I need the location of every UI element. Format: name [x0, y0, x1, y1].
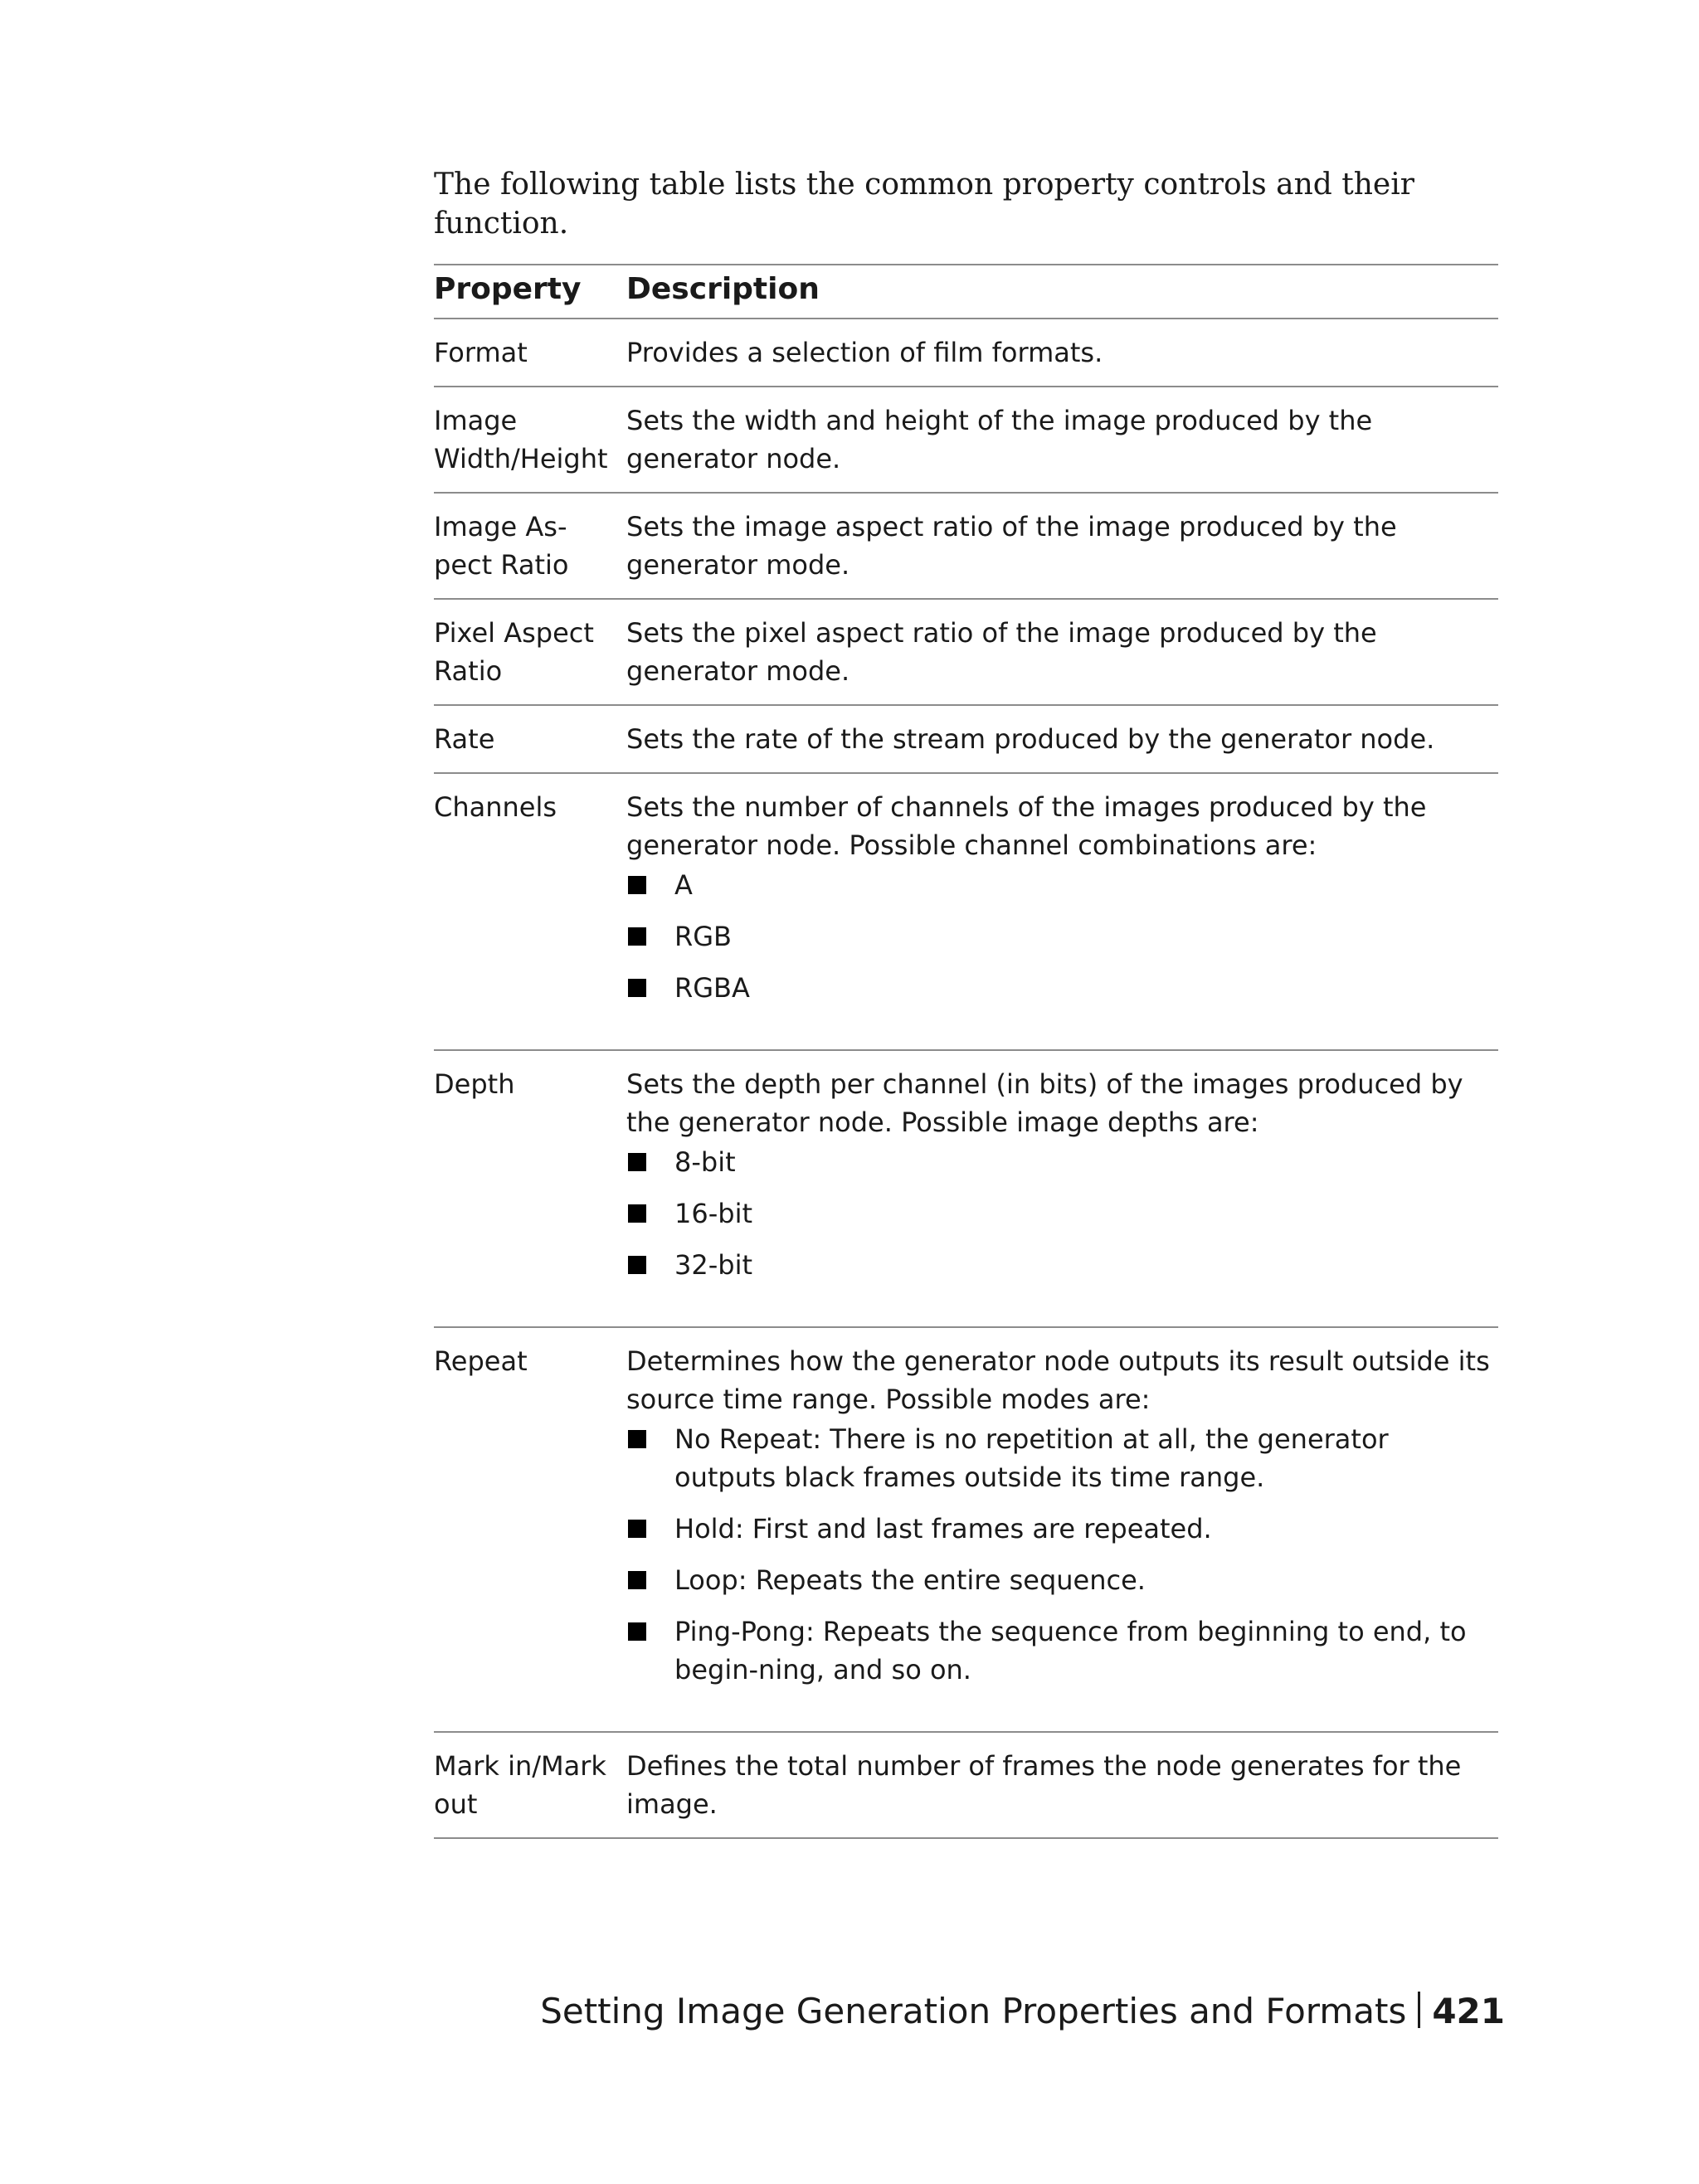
property-cell: Mark in/Mark out	[434, 1732, 626, 1838]
list-item-text: RGB	[674, 920, 732, 952]
square-bullet-icon	[628, 1571, 646, 1589]
table-row	[434, 1732, 1498, 1838]
property-cell: Repeat	[434, 1327, 626, 1732]
list-item	[626, 1246, 1498, 1284]
description-cell	[626, 705, 1498, 773]
list-item	[626, 1510, 1498, 1548]
column-header-description: Description	[626, 265, 1498, 319]
list-item	[626, 1194, 1498, 1233]
description-text: Sets the number of channels of the images produced by the generator node. Possible channel combinations are:	[626, 790, 1427, 861]
square-bullet-icon	[628, 927, 646, 946]
property-cell: Rate	[434, 705, 626, 773]
list-item-text: 16-bit	[674, 1197, 753, 1229]
square-bullet-icon	[628, 1256, 646, 1274]
description-cell	[626, 493, 1498, 599]
page-number: 421	[1432, 1991, 1505, 2031]
description-text: Sets the depth per channel (in bits) of the images produced by the generator node. Possible image depths are:	[626, 1068, 1463, 1138]
list-item	[626, 1561, 1498, 1599]
square-bullet-icon	[628, 1622, 646, 1641]
description-text: Sets the rate of the stream produced by the generator node.	[626, 722, 1435, 755]
table-row	[434, 319, 1498, 387]
list-item-text: A	[674, 868, 693, 901]
list-item	[626, 1420, 1498, 1496]
property-cell: Image As-pect Ratio	[434, 493, 626, 599]
table-row	[434, 1327, 1498, 1732]
table-header-row	[434, 265, 1498, 319]
table-row	[434, 773, 1498, 1050]
page-footer	[540, 1991, 1505, 2031]
description-cell	[626, 319, 1498, 387]
description-text: Sets the image aspect ratio of the image produced by the generator mode.	[626, 510, 1397, 581]
property-cell: Image Width/Height	[434, 387, 626, 493]
square-bullet-icon	[628, 876, 646, 894]
description-text: Sets the width and height of the image produced by the generator node.	[626, 404, 1373, 474]
square-bullet-icon	[628, 1430, 646, 1448]
property-cell: Depth	[434, 1050, 626, 1327]
footer-separator	[1418, 1992, 1420, 2028]
square-bullet-icon	[628, 979, 646, 997]
column-header-property: Property	[434, 265, 626, 319]
table-row	[434, 705, 1498, 773]
table-row	[434, 1050, 1498, 1327]
intro-paragraph: The following table lists the common property controls and their function.	[434, 168, 1414, 241]
list-item-text: Loop: Repeats the entire sequence.	[674, 1564, 1146, 1596]
description-text: Defines the total number of frames the node generates for the image.	[626, 1749, 1462, 1820]
list-item	[626, 866, 1498, 904]
table-row	[434, 387, 1498, 493]
property-cell: Channels	[434, 773, 626, 1050]
description-text: Provides a selection of film formats.	[626, 336, 1103, 368]
description-cell	[626, 387, 1498, 493]
list-item-text: Hold: First and last frames are repeated.	[674, 1512, 1212, 1544]
description-cell	[626, 1327, 1498, 1732]
list-item	[626, 1612, 1498, 1689]
list-item-text: RGBA	[674, 971, 750, 1004]
list-item-text: 32-bit	[674, 1248, 753, 1281]
description-text: Sets the pixel aspect ratio of the image produced by the generator mode.	[626, 616, 1377, 687]
footer-title: Setting Image Generation Properties and Formats	[540, 1991, 1407, 2031]
description-text: Determines how the generator node outputs its result outside its source time range. Possible modes are:	[626, 1345, 1490, 1415]
list-item	[626, 1143, 1498, 1181]
list-item-text: No Repeat: There is no repetition at all, the generator outputs black frames outside its time range.	[674, 1423, 1389, 1493]
property-cell: Format	[434, 319, 626, 387]
document-page	[434, 166, 1498, 1839]
square-bullet-icon	[628, 1520, 646, 1538]
property-table	[434, 264, 1498, 1839]
square-bullet-icon	[628, 1153, 646, 1171]
bullet-list	[626, 1420, 1498, 1689]
bullet-list	[626, 1143, 1498, 1284]
list-item	[626, 969, 1498, 1007]
description-cell	[626, 773, 1498, 1050]
list-item-text: Ping-Pong: Repeats the sequence from beginning to end, to begin-ning, and so on.	[674, 1615, 1467, 1685]
property-cell: Pixel Aspect Ratio	[434, 599, 626, 705]
description-cell	[626, 599, 1498, 705]
description-cell	[626, 1732, 1498, 1838]
list-item-text: 8-bit	[674, 1146, 736, 1178]
description-cell	[626, 1050, 1498, 1327]
list-item	[626, 917, 1498, 956]
bullet-list	[626, 866, 1498, 1007]
table-row	[434, 599, 1498, 705]
table-row	[434, 493, 1498, 599]
square-bullet-icon	[628, 1204, 646, 1223]
